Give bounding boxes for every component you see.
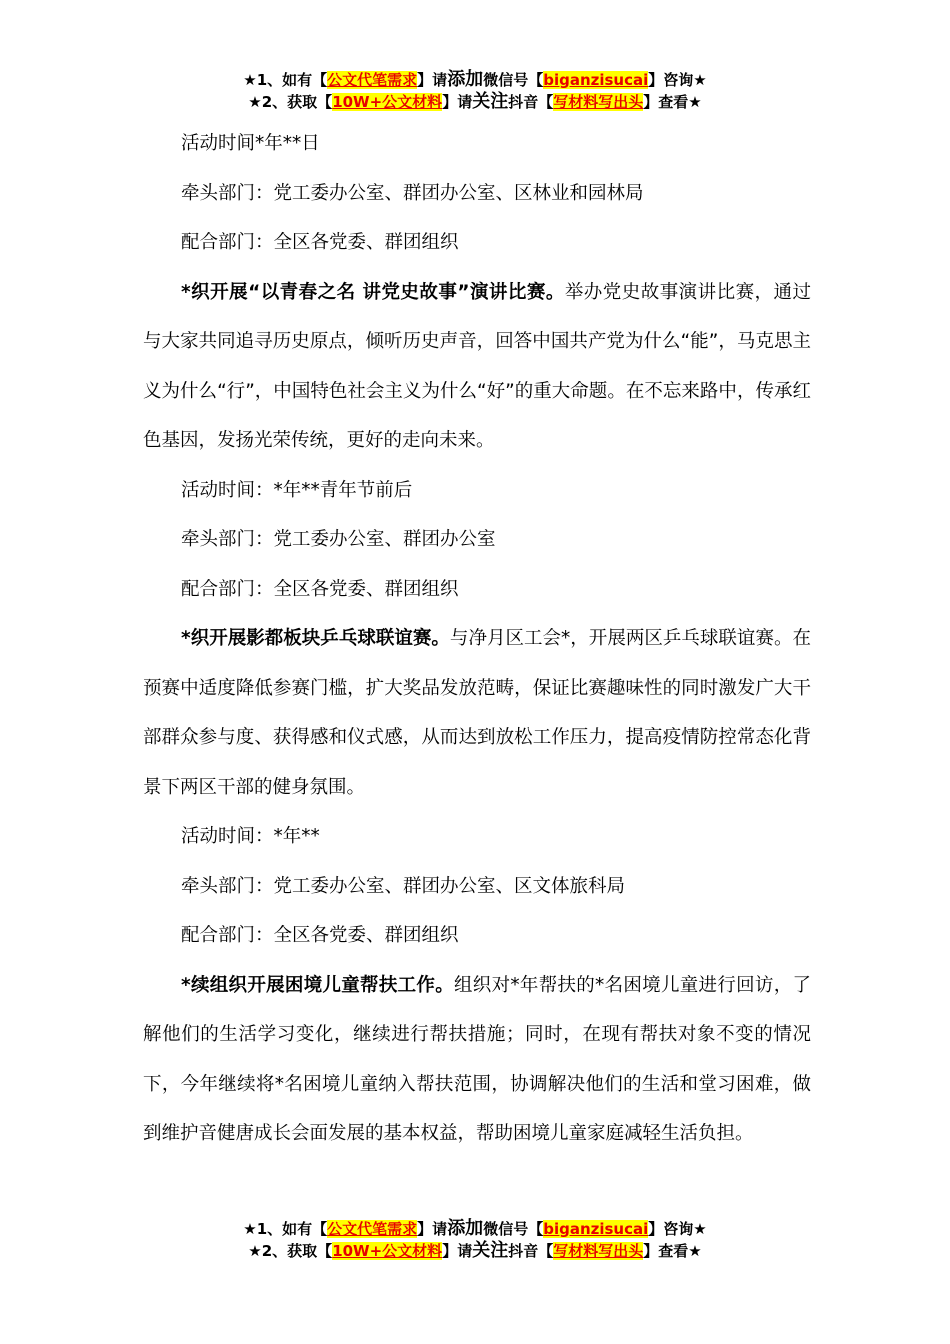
cooperating-department: 配合部门：全区各党委、群团组织 — [181, 925, 459, 946]
banner-text: 微信号【 — [483, 1220, 544, 1238]
cooperating-department: 配合部门：全区各党委、群团组织 — [181, 232, 459, 253]
banner-text: ★1、如有【 — [243, 1220, 328, 1238]
banner-text: ★1、如有【 — [243, 71, 328, 89]
activity-time: 活动时间：*年** — [181, 826, 320, 847]
banner-line-1 — [0, 69, 950, 91]
paragraph-title: *织开展影都板块乒乓球联谊赛。 — [181, 628, 450, 649]
banner-text: 抖音【 — [508, 1242, 554, 1260]
paragraph-body: 与净月区工会*，开展两区乒乓球联谊赛。在预赛中适度降低参赛门槛，扩大奖品发放范畴，保证比赛趣味性的同时激发广大干部群众参与度、获得感和仪式感，从而达到放松工作压力，提高疫情防控常态化背景下两区干部的健身氛围。 — [143, 628, 811, 798]
banner-highlight: 公文代笔需求 — [327, 1220, 418, 1238]
banner-text: 】查看★ — [643, 1242, 702, 1260]
footer-banner — [0, 1218, 950, 1262]
banner-text: ★2、获取【 — [248, 1242, 333, 1260]
banner-line-1 — [0, 1218, 950, 1240]
banner-emphasis: 关注 — [472, 1240, 509, 1261]
activity-time: 活动时间：*年**青年节前后 — [181, 479, 413, 501]
banner-text: 】请 — [417, 1220, 448, 1238]
banner-emphasis: 关注 — [472, 91, 509, 112]
banner-text: ★2、获取【 — [248, 93, 333, 111]
banner-text: 抖音【 — [508, 93, 554, 111]
lead-department: 牵头部门：党工委办公室、群团办公室 — [181, 529, 496, 550]
header-banner — [0, 69, 950, 113]
paragraph — [143, 268, 811, 466]
banner-highlight: 写材料写出头 — [553, 93, 644, 111]
paragraph-body: 组织对*年帮扶的*名困境儿童进行回访，了解他们的生活学习变化，继续进行帮扶措施；同时，在现有帮扶对象不变的情况下，今年继续将*名困境儿童纳入帮扶范围，协调解决他们的生活和堂习困难，做到维护音健唐成长会面发展的基本权益，帮助困境儿童家庭减轻生活负担。 — [143, 974, 811, 1144]
lead-department: 牵头部门：党工委办公室、群团办公室、区林业和园林局 — [181, 182, 644, 204]
lead-department: 牵头部门：党工委办公室、群团办公室、区文体旅科局 — [181, 875, 626, 897]
banner-highlight: 写材料写出头 — [553, 1242, 644, 1260]
banner-text: 】咨询★ — [648, 1220, 707, 1238]
banner-highlight: biganzisucai — [543, 1220, 649, 1238]
banner-text: 微信号【 — [483, 71, 544, 89]
banner-text: 】查看★ — [643, 93, 702, 111]
banner-line-2 — [0, 91, 950, 113]
paragraph-title: *织开展“以青春之名 讲党史故事”演讲比赛。 — [181, 281, 565, 303]
banner-highlight: 10W+公文材料 — [332, 1242, 443, 1260]
paragraph — [143, 961, 811, 1159]
banner-highlight: biganzisucai — [543, 71, 649, 89]
banner-text: 】请 — [417, 71, 448, 89]
paragraph-body: 举办党史故事演讲比赛，通过与大家共同追寻历史原点，倾听历史声音，回答中国共产党为什么“能”，马克思主义为什么“行”，中国特色社会主义为什么“好”的重大命题。在不忘来路中，传承红色基因，发扬光荣传统，更好的走向未来。 — [143, 281, 811, 451]
paragraph-title: *续组织开展困境儿童帮扶工作。 — [181, 974, 454, 996]
banner-text: 】咨询★ — [648, 71, 707, 89]
activity-time: 活动时间*年**日 — [181, 133, 320, 154]
banner-line-2 — [0, 1240, 950, 1262]
cooperating-department: 配合部门：全区各党委、群团组织 — [181, 578, 459, 600]
banner-emphasis: 添加 — [447, 1218, 484, 1239]
banner-emphasis: 添加 — [447, 69, 484, 90]
banner-highlight: 公文代笔需求 — [327, 71, 418, 89]
document-body — [143, 119, 811, 1159]
paragraph — [143, 614, 811, 812]
banner-text: 】请 — [442, 1242, 473, 1260]
banner-highlight: 10W+公文材料 — [332, 93, 443, 111]
banner-text: 】请 — [442, 93, 473, 111]
